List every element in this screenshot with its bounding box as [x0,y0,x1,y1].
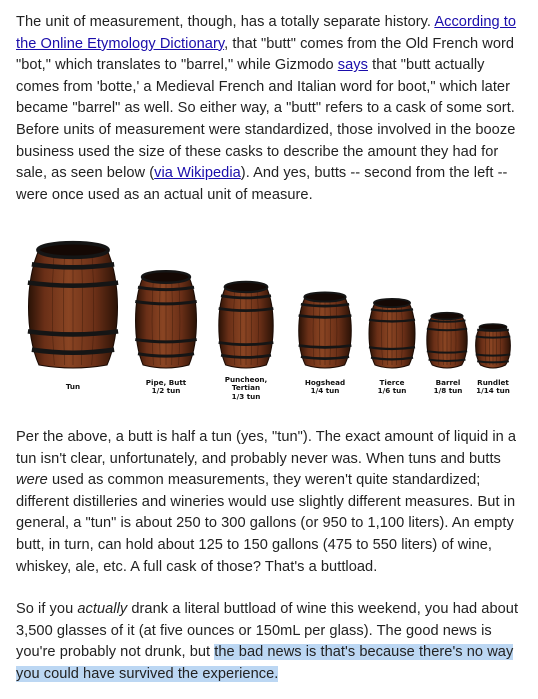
paragraph-tun-explanation [16,427,526,578]
paragraph-text: used as common measurements, they weren't quite standardized; different distilleries and wineries would use slightly different measures. But in general, a "tun" is about 250 to 300 gallons (or 950 to 1,100 liters). An empty butt, in turn, can hold about 125 to 150 gallons (475 to 550 liters) of wine, whiskey, ale, etc. A full cask of those? That's a buttload. [16,472,516,575]
barrel-label-line: Tierce [379,378,405,387]
barrel-label-line: Puncheon, [224,375,268,384]
barrel-barrel [427,313,467,368]
barrel-label-tierce [370,379,414,396]
barrel-label-tun [52,383,94,391]
barrel-hoop [476,337,511,338]
paragraph-text: that "butt actually comes from 'botte,' a Medieval French and Italian word for boot," which later became "barrel" as well. So either way, a "butt" refers to a cask of some sort. Before units of measurement were standardized, those involved in the booze business used the size of these casks to describe the amount they had for sale, as seen below ( [16,57,516,182]
barrel-hogshead [299,293,352,369]
gizmodo-says-link[interactable]: says [337,57,368,74]
barrel-label-line: Tun [65,382,81,391]
paragraph-text: Per the above, a butt is half a tun (yes, "tun"). The exact amount of liquid in a tun isn't clear, unfortunately, and probably never was. When tuns and butts [16,429,517,467]
barrel-top [431,313,463,320]
wikipedia-link[interactable]: via Wikipedia [154,165,241,182]
paragraph-buttload-conclusion [16,599,526,685]
barrel-label-line: Barrel [435,378,461,387]
barrel-label-line: 1/14 tun [476,386,510,396]
barrel-label-line: Tertian [231,383,261,393]
paragraph-text: The unit of measurement, though, has a totally separate history. [16,14,435,30]
barrel-label-line: Rundlet [477,378,509,387]
emphasis-text: were [16,472,48,489]
barrel-sizes-figure [22,236,522,412]
barrel-label-puncheon [218,376,274,401]
barrel-label-butt [136,379,196,396]
barrel-hoop [476,355,511,356]
barrel-label-line: Pipe, Butt [145,378,187,387]
paragraph-etymology [16,12,526,206]
paragraph-text: drank a literal buttload of wine this weekend, you had about 3,500 glasses of it (at five ounces or 150mL per glass). The good news is you're probably not drunk, but [16,601,519,661]
selected-text-highlight: the bad news is that's because there's no way you could have survived the experience. [16,644,514,682]
barrel-label-line: 1/2 tun [151,386,181,396]
barrel-butt [135,271,196,368]
barrel-label-line: 1/6 tun [377,386,407,396]
paragraph-text: , that "butt" comes from the Old French word "bot," which translates to "barrel," while Gizmodo [16,35,515,74]
barrel-top [38,243,108,258]
online-etymology-dictionary-link[interactable]: According to the Online Etymology Dictionary [16,14,517,52]
barrel-label-barrel [428,379,468,396]
barrel-puncheon [219,282,274,368]
paragraph-text: ). And yes, butts -- second from the left -- were once used as an actual unit of measure. [16,165,508,203]
barrel-tun [28,243,118,368]
paragraph-text: So if you [16,601,78,617]
barrel-label-line: 1/3 tun [231,391,261,401]
barrel-label-hogshead [299,379,351,396]
barrel-top [225,282,268,292]
barrel-tierce [369,299,415,368]
barrel-top [479,324,506,330]
barrel-top [142,271,190,282]
barrel-label-line: 1/4 tun [310,386,340,396]
barrel-hoop [477,361,509,362]
barrel-top [304,293,345,302]
barrel-label-rundlet [472,379,514,396]
emphasis-text: actually [77,601,128,617]
barrel-top [374,299,410,307]
barrel-label-line: 1/8 tun [433,386,463,396]
barrel-rundlet [476,324,511,368]
barrel-label-line: Hogshead [304,378,346,387]
